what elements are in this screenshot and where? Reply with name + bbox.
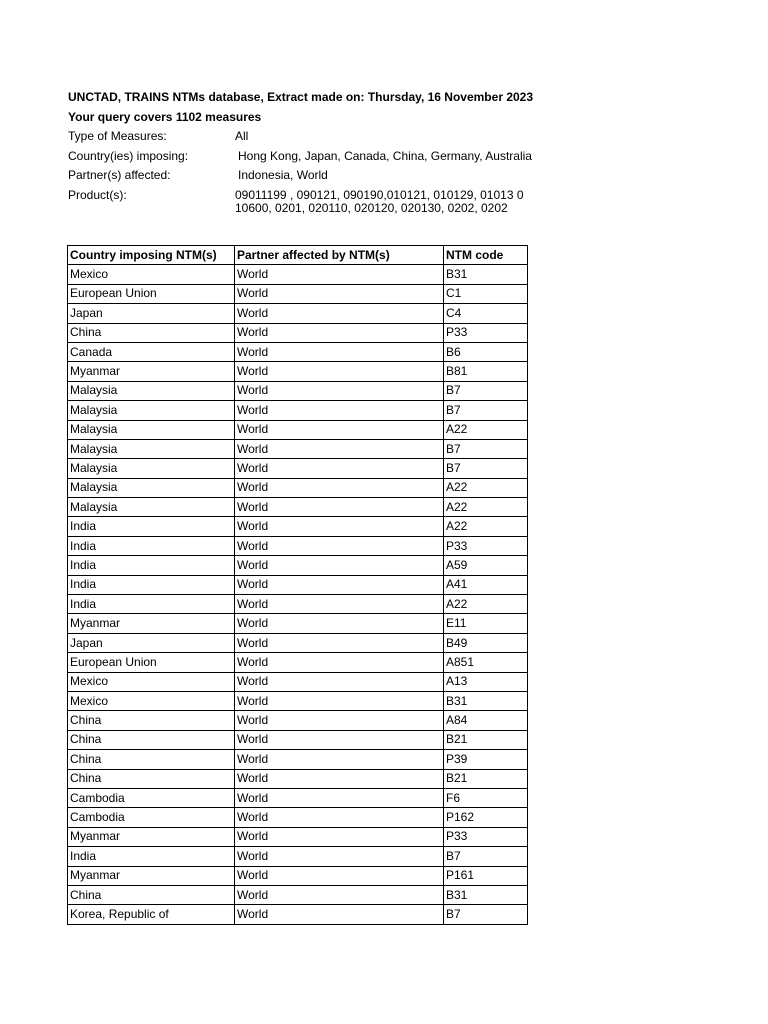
- cell-partner: World: [235, 284, 444, 303]
- cell-ntm-code: B7: [444, 905, 528, 924]
- cell-partner: World: [235, 323, 444, 342]
- table-row: [68, 362, 528, 381]
- table-row: [68, 342, 528, 361]
- cell-country: India: [68, 595, 235, 614]
- table-row: [68, 323, 528, 342]
- cell-country: Mexico: [68, 265, 235, 284]
- table-row: [68, 265, 528, 284]
- table-row: [68, 788, 528, 807]
- cell-ntm-code: P33: [444, 536, 528, 555]
- cell-ntm-code: B7: [444, 459, 528, 478]
- cell-partner: World: [235, 653, 444, 672]
- cell-country: European Union: [68, 284, 235, 303]
- table-row: [68, 827, 528, 846]
- cell-ntm-code: E11: [444, 614, 528, 633]
- cell-partner: World: [235, 730, 444, 749]
- cell-country: Myanmar: [68, 827, 235, 846]
- cell-ntm-code: A22: [444, 517, 528, 536]
- cell-ntm-code: P33: [444, 323, 528, 342]
- table-row: [68, 614, 528, 633]
- cell-ntm-code: C1: [444, 284, 528, 303]
- cell-ntm-code: B21: [444, 769, 528, 788]
- meta-label: Product(s):: [68, 187, 127, 202]
- cell-partner: World: [235, 517, 444, 536]
- meta-partners-affected: [68, 166, 528, 186]
- cell-partner: World: [235, 866, 444, 885]
- cell-ntm-code: B6: [444, 342, 528, 361]
- meta-products: [68, 186, 528, 215]
- cell-partner: World: [235, 847, 444, 866]
- cell-country: India: [68, 517, 235, 536]
- table-row: [68, 439, 528, 458]
- cell-country: Mexico: [68, 691, 235, 710]
- cell-country: Malaysia: [68, 420, 235, 439]
- table-row: [68, 711, 528, 730]
- cell-ntm-code: A851: [444, 653, 528, 672]
- cell-ntm-code: A22: [444, 478, 528, 497]
- cell-country: Japan: [68, 633, 235, 652]
- cell-partner: World: [235, 381, 444, 400]
- table-row: [68, 769, 528, 788]
- cell-country: China: [68, 769, 235, 788]
- table-header-row: [68, 246, 528, 265]
- cell-country: China: [68, 730, 235, 749]
- column-header-partner: Partner affected by NTM(s): [235, 246, 444, 265]
- cell-partner: World: [235, 788, 444, 807]
- table-row: [68, 691, 528, 710]
- column-header-country: Country imposing NTM(s): [68, 246, 235, 265]
- cell-ntm-code: A84: [444, 711, 528, 730]
- cell-country: Malaysia: [68, 401, 235, 420]
- cell-ntm-code: P39: [444, 750, 528, 769]
- table-row: [68, 905, 528, 924]
- cell-partner: World: [235, 401, 444, 420]
- cell-ntm-code: B31: [444, 885, 528, 904]
- cell-ntm-code: B31: [444, 265, 528, 284]
- cell-ntm-code: A22: [444, 595, 528, 614]
- cell-country: Myanmar: [68, 362, 235, 381]
- cell-country: Malaysia: [68, 459, 235, 478]
- table-row: [68, 595, 528, 614]
- table-row: [68, 808, 528, 827]
- cell-country: India: [68, 575, 235, 594]
- table-row: [68, 284, 528, 303]
- table-row: [68, 420, 528, 439]
- cell-partner: World: [235, 808, 444, 827]
- table-row: [68, 653, 528, 672]
- cell-country: India: [68, 847, 235, 866]
- cell-country: European Union: [68, 653, 235, 672]
- meta-value: Hong Kong, Japan, Canada, China, Germany, Australia: [238, 148, 532, 163]
- cell-country: India: [68, 556, 235, 575]
- table-row: [68, 381, 528, 400]
- cell-ntm-code: B49: [444, 633, 528, 652]
- cell-ntm-code: C4: [444, 304, 528, 323]
- table-row: [68, 517, 528, 536]
- cell-ntm-code: A59: [444, 556, 528, 575]
- cell-partner: World: [235, 672, 444, 691]
- cell-ntm-code: B7: [444, 439, 528, 458]
- table-row: [68, 847, 528, 866]
- cell-ntm-code: A13: [444, 672, 528, 691]
- cell-ntm-code: A22: [444, 498, 528, 517]
- cell-ntm-code: B7: [444, 381, 528, 400]
- cell-partner: World: [235, 478, 444, 497]
- cell-partner: World: [235, 439, 444, 458]
- table-row: [68, 866, 528, 885]
- cell-ntm-code: B31: [444, 691, 528, 710]
- cell-ntm-code: B21: [444, 730, 528, 749]
- table-row: [68, 750, 528, 769]
- cell-partner: World: [235, 595, 444, 614]
- cell-country: Cambodia: [68, 808, 235, 827]
- cell-partner: World: [235, 691, 444, 710]
- cell-ntm-code: B81: [444, 362, 528, 381]
- cell-country: Malaysia: [68, 439, 235, 458]
- table-row: [68, 885, 528, 904]
- table-row: [68, 730, 528, 749]
- cell-partner: World: [235, 905, 444, 924]
- meta-label: Type of Measures:: [68, 129, 167, 143]
- cell-ntm-code: P33: [444, 827, 528, 846]
- meta-countries-imposing: [68, 147, 532, 167]
- cell-ntm-code: A22: [444, 420, 528, 439]
- cell-country: China: [68, 750, 235, 769]
- cell-ntm-code: B7: [444, 401, 528, 420]
- meta-type-of-measures: [68, 127, 528, 147]
- cell-ntm-code: F6: [444, 788, 528, 807]
- cell-country: Japan: [68, 304, 235, 323]
- meta-value: Indonesia, World: [238, 168, 328, 182]
- cell-partner: World: [235, 342, 444, 361]
- cell-country: Mexico: [68, 672, 235, 691]
- cell-country: China: [68, 885, 235, 904]
- report-header: [68, 88, 534, 215]
- cell-country: Malaysia: [68, 381, 235, 400]
- table-body: [68, 265, 528, 924]
- cell-partner: World: [235, 575, 444, 594]
- meta-label: Country(ies) imposing:: [68, 148, 189, 163]
- cell-partner: World: [235, 885, 444, 904]
- cell-partner: World: [235, 750, 444, 769]
- cell-partner: World: [235, 769, 444, 788]
- cell-partner: World: [235, 827, 444, 846]
- cell-country: Myanmar: [68, 866, 235, 885]
- cell-partner: World: [235, 304, 444, 323]
- table-row: [68, 556, 528, 575]
- cell-partner: World: [235, 614, 444, 633]
- table-row: [68, 498, 528, 517]
- table-row: [68, 401, 528, 420]
- cell-partner: World: [235, 498, 444, 517]
- cell-partner: World: [235, 536, 444, 555]
- cell-partner: World: [235, 556, 444, 575]
- report-title: UNCTAD, TRAINS NTMs database, Extract made on: Thursday, 16 November 2023: [68, 90, 534, 104]
- cell-country: Canada: [68, 342, 235, 361]
- table-row: [68, 633, 528, 652]
- cell-partner: World: [235, 420, 444, 439]
- cell-country: China: [68, 323, 235, 342]
- cell-partner: World: [235, 362, 444, 381]
- column-header-ntm-code: NTM code: [444, 246, 528, 265]
- cell-partner: World: [235, 633, 444, 652]
- cell-partner: World: [235, 459, 444, 478]
- table-row: [68, 672, 528, 691]
- meta-value: 09011199 , 090121, 090190,010121, 010129, 01013 010600, 0201, 020110, 020120, 020130, 0202, 0202: [235, 187, 524, 215]
- ntm-table: [67, 245, 528, 925]
- table-row: [68, 478, 528, 497]
- cell-country: Korea, Republic of: [68, 905, 235, 924]
- cell-ntm-code: A41: [444, 575, 528, 594]
- cell-country: China: [68, 711, 235, 730]
- query-summary: Your query covers 1102 measures: [68, 109, 262, 124]
- cell-ntm-code: P161: [444, 866, 528, 885]
- cell-ntm-code: P162: [444, 808, 528, 827]
- cell-country: India: [68, 536, 235, 555]
- cell-country: Cambodia: [68, 788, 235, 807]
- table-row: [68, 459, 528, 478]
- cell-country: Malaysia: [68, 478, 235, 497]
- cell-partner: World: [235, 711, 444, 730]
- cell-partner: World: [235, 265, 444, 284]
- cell-ntm-code: B7: [444, 847, 528, 866]
- meta-label: Partner(s) affected:: [68, 168, 171, 182]
- meta-value: All: [235, 129, 249, 143]
- table-row: [68, 575, 528, 594]
- cell-country: Myanmar: [68, 614, 235, 633]
- cell-country: Malaysia: [68, 498, 235, 517]
- table-row: [68, 536, 528, 555]
- table-row: [68, 304, 528, 323]
